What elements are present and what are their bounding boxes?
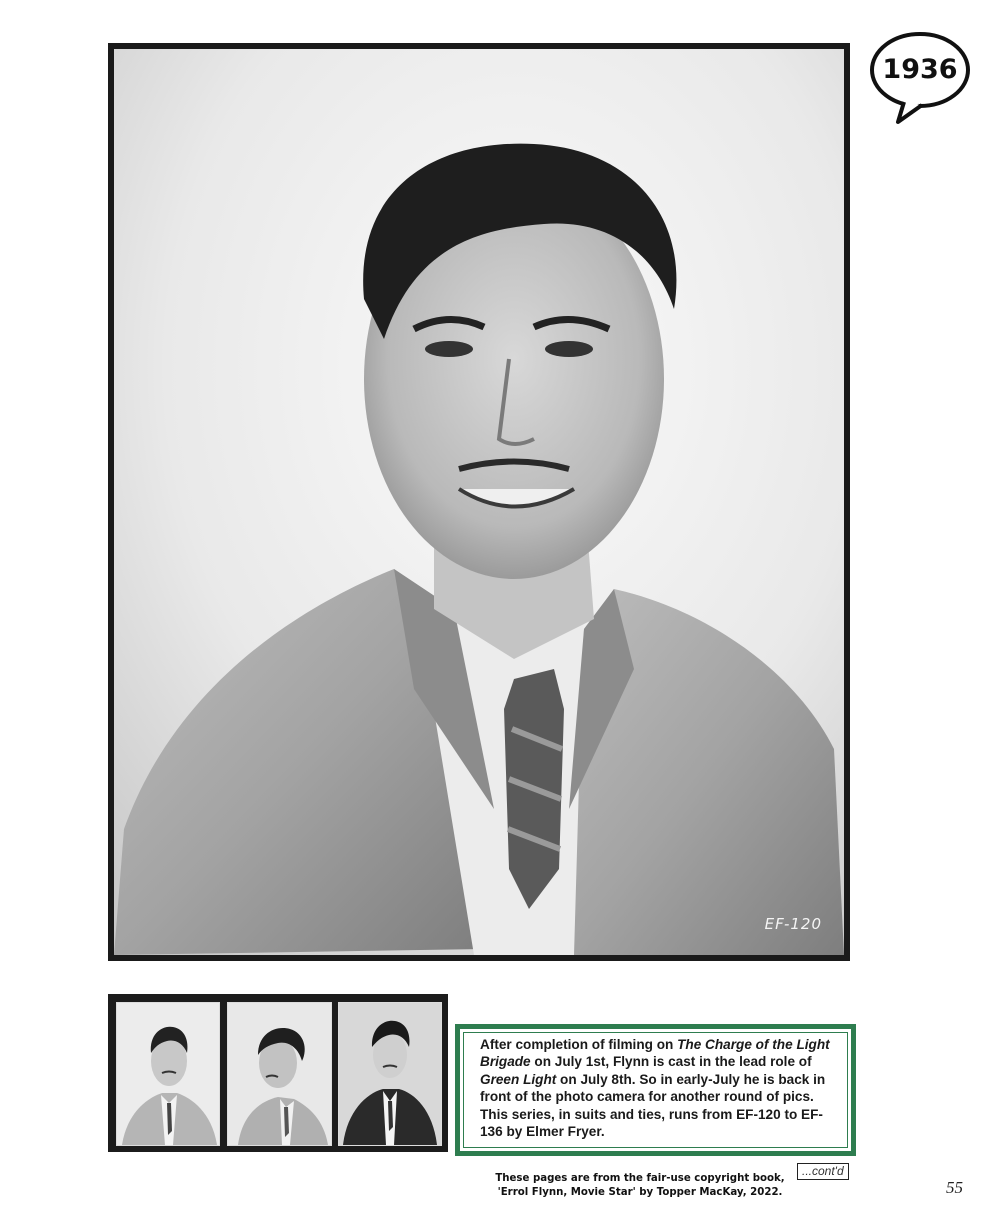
caption-text-part: After completion of filming on (480, 1037, 678, 1052)
caption-text-part: on July 8th. So in early-July he is back in front of the photo camera for another round of pics. This series, in suits and ties, runs from EF-120 to EF-136 by Elmer Fryer. (480, 1071, 826, 1140)
thumbnail-photo-3 (338, 1002, 442, 1146)
copyright-line-1: These pages are from the fair-use copyright book, (495, 1173, 785, 1184)
caption-text-part: on July 1st, Flynn is cast in the lead role of (530, 1054, 812, 1070)
year-label: 1936 (882, 54, 958, 85)
page-number: 55 (946, 1178, 963, 1197)
film-title-green-light: Green Light (480, 1071, 557, 1087)
copyright-note (490, 1172, 790, 1200)
photo-code-label: EF-120 (764, 915, 822, 933)
thumbnail-photo-2 (227, 1002, 332, 1146)
thumbnail-photo-1 (116, 1002, 220, 1146)
year-speech-bubble (868, 30, 978, 128)
main-portrait-photo (108, 43, 850, 961)
continued-label: ...cont'd (797, 1163, 849, 1180)
copyright-line-2: 'Errol Flynn, Movie Star' by Topper MacKay, 2022. (497, 1187, 783, 1198)
portrait-image (114, 49, 844, 955)
thumbnail-strip (108, 994, 448, 1152)
film-title-charge-of-the-light-brigade: The Charge of the Light Brigade (480, 1037, 830, 1070)
caption-text (463, 1032, 848, 1148)
caption-box (455, 1024, 856, 1156)
